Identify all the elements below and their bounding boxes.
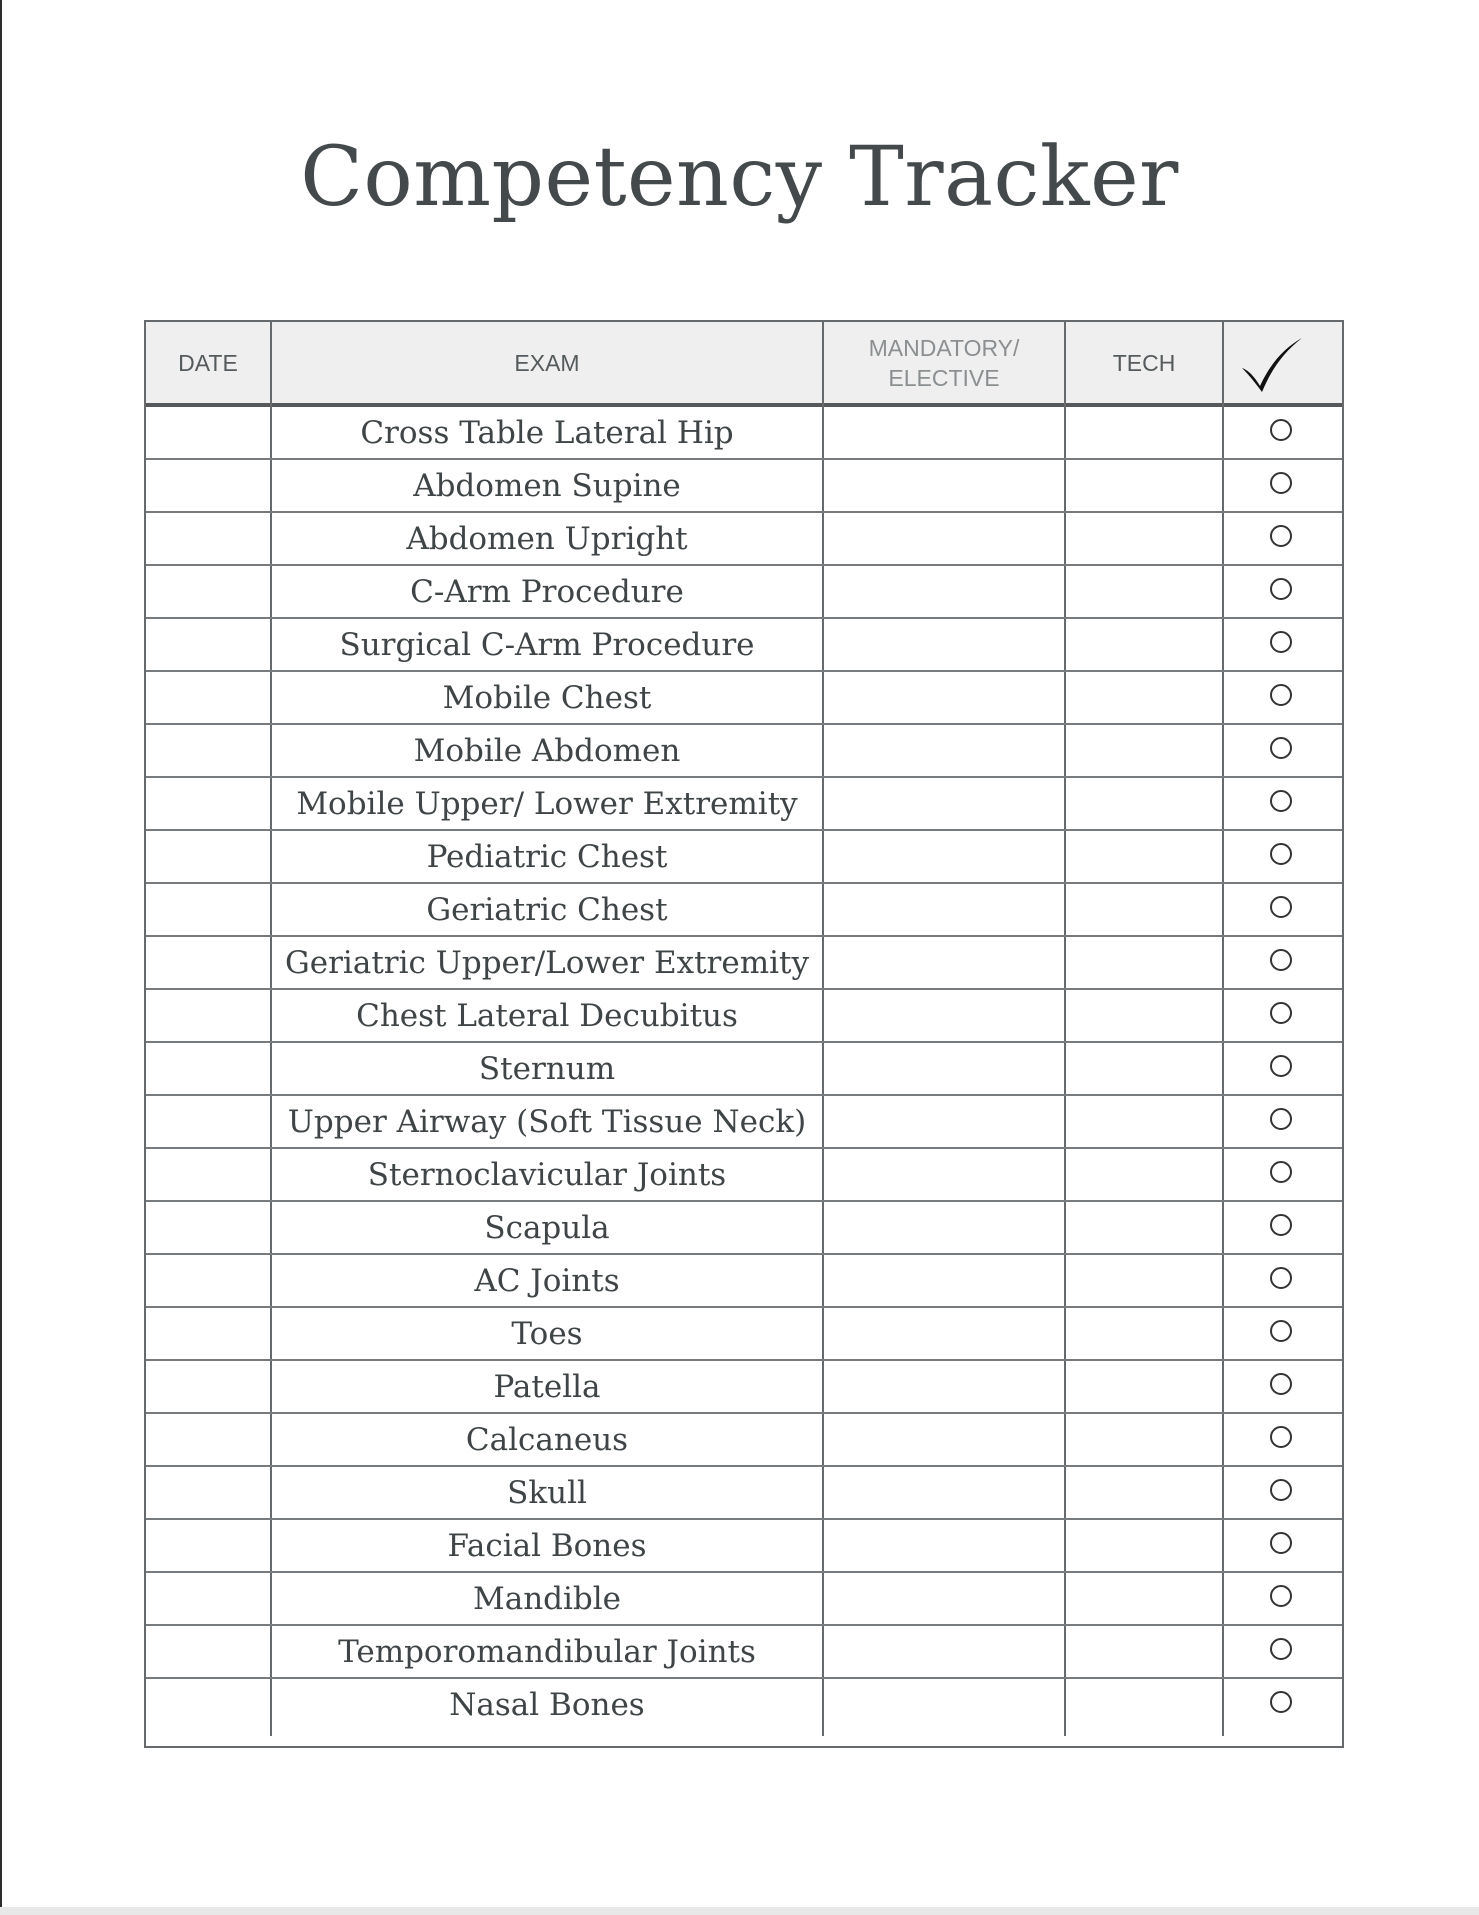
page-bottom-strip <box>0 1907 1479 1915</box>
completion-radio[interactable] <box>1270 525 1292 547</box>
table-row <box>146 1202 1342 1255</box>
completion-radio[interactable] <box>1270 684 1292 706</box>
exam-name: Patella <box>493 1368 601 1405</box>
completion-radio[interactable] <box>1270 843 1292 865</box>
table-row <box>146 1149 1342 1202</box>
exam-name: Abdomen Upright <box>406 520 688 557</box>
completion-radio[interactable] <box>1270 1373 1292 1395</box>
header-mandatory-line1: MANDATORY/ <box>868 334 1020 361</box>
table-row <box>146 937 1342 990</box>
exam-name: Mobile Upper/ Lower Extremity <box>296 785 798 822</box>
completion-radio[interactable] <box>1270 1691 1292 1713</box>
table-row <box>146 884 1342 937</box>
exam-name: C-Arm Procedure <box>410 573 684 610</box>
table-row <box>146 672 1342 725</box>
page-left-border <box>0 0 2 1915</box>
header-mandatory-line2: ELECTIVE <box>888 364 1000 391</box>
exam-name: Nasal Bones <box>449 1686 645 1723</box>
exam-name: Upper Airway (Soft Tissue Neck) <box>287 1103 807 1140</box>
checkmark-icon <box>1236 334 1306 396</box>
completion-radio[interactable] <box>1270 1002 1292 1024</box>
exam-name: Calcaneus <box>465 1421 629 1458</box>
table-row <box>146 1361 1342 1414</box>
header-date: DATE <box>178 349 238 376</box>
completion-radio[interactable] <box>1270 1267 1292 1289</box>
exam-name: Toes <box>511 1315 583 1352</box>
completion-radio[interactable] <box>1270 949 1292 971</box>
table-row <box>146 1043 1342 1096</box>
completion-radio[interactable] <box>1270 896 1292 918</box>
exam-name: Skull <box>507 1474 587 1511</box>
completion-radio[interactable] <box>1270 1320 1292 1342</box>
table-row <box>146 831 1342 884</box>
exam-name: Sternum <box>478 1050 616 1087</box>
table-row <box>146 513 1342 566</box>
completion-radio[interactable] <box>1270 1426 1292 1448</box>
table-row <box>146 778 1342 831</box>
table-row <box>146 1308 1342 1361</box>
completion-radio[interactable] <box>1270 419 1292 441</box>
completion-radio[interactable] <box>1270 1161 1292 1183</box>
completion-radio[interactable] <box>1270 790 1292 812</box>
exam-name: Abdomen Supine <box>413 467 681 504</box>
table-row <box>146 407 1342 460</box>
completion-radio[interactable] <box>1270 1108 1292 1130</box>
completion-radio[interactable] <box>1270 1055 1292 1077</box>
completion-radio[interactable] <box>1270 737 1292 759</box>
table-row <box>146 1467 1342 1520</box>
header-exam: EXAM <box>514 349 580 376</box>
completion-radio[interactable] <box>1270 472 1292 494</box>
table-row <box>146 566 1342 619</box>
table-row <box>146 1520 1342 1573</box>
exam-name: Cross Table Lateral Hip <box>360 414 734 451</box>
exam-name: Geriatric Chest <box>426 891 668 928</box>
table-row <box>146 460 1342 513</box>
completion-radio[interactable] <box>1270 631 1292 653</box>
table-row <box>146 1573 1342 1626</box>
exam-name: Mobile Abdomen <box>413 732 681 769</box>
table-row <box>146 1626 1342 1679</box>
exam-name: Geriatric Upper/Lower Extremity <box>285 944 809 981</box>
page-title: Competency Tracker <box>300 130 1179 225</box>
exam-name: Chest Lateral Decubitus <box>356 997 738 1034</box>
table-row <box>146 990 1342 1043</box>
exam-name: Temporomandibular Joints <box>338 1633 756 1670</box>
completion-radio[interactable] <box>1270 1585 1292 1607</box>
completion-radio[interactable] <box>1270 1479 1292 1501</box>
completion-radio[interactable] <box>1270 578 1292 600</box>
header-mandatory-elective <box>824 322 1064 403</box>
table-row <box>146 725 1342 778</box>
exam-name: Mandible <box>472 1580 622 1617</box>
exam-name: Facial Bones <box>447 1527 647 1564</box>
table-row <box>146 619 1342 672</box>
exam-name: Surgical C-Arm Procedure <box>339 626 755 663</box>
exam-name: AC Joints <box>474 1262 620 1299</box>
header-tech: TECH <box>1112 349 1176 376</box>
competency-table <box>144 320 1344 1748</box>
table-row <box>146 1255 1342 1308</box>
table-header-row <box>146 322 1342 407</box>
completion-radio[interactable] <box>1270 1532 1292 1554</box>
completion-radio[interactable] <box>1270 1638 1292 1660</box>
table-row <box>146 1679 1342 1732</box>
table-row <box>146 1096 1342 1149</box>
exam-name: Pediatric Chest <box>426 838 668 875</box>
exam-name: Scapula <box>484 1209 610 1246</box>
exam-name: Sternoclavicular Joints <box>367 1156 727 1193</box>
table-row <box>146 1414 1342 1467</box>
exam-name: Mobile Chest <box>442 679 652 716</box>
completion-radio[interactable] <box>1270 1214 1292 1236</box>
